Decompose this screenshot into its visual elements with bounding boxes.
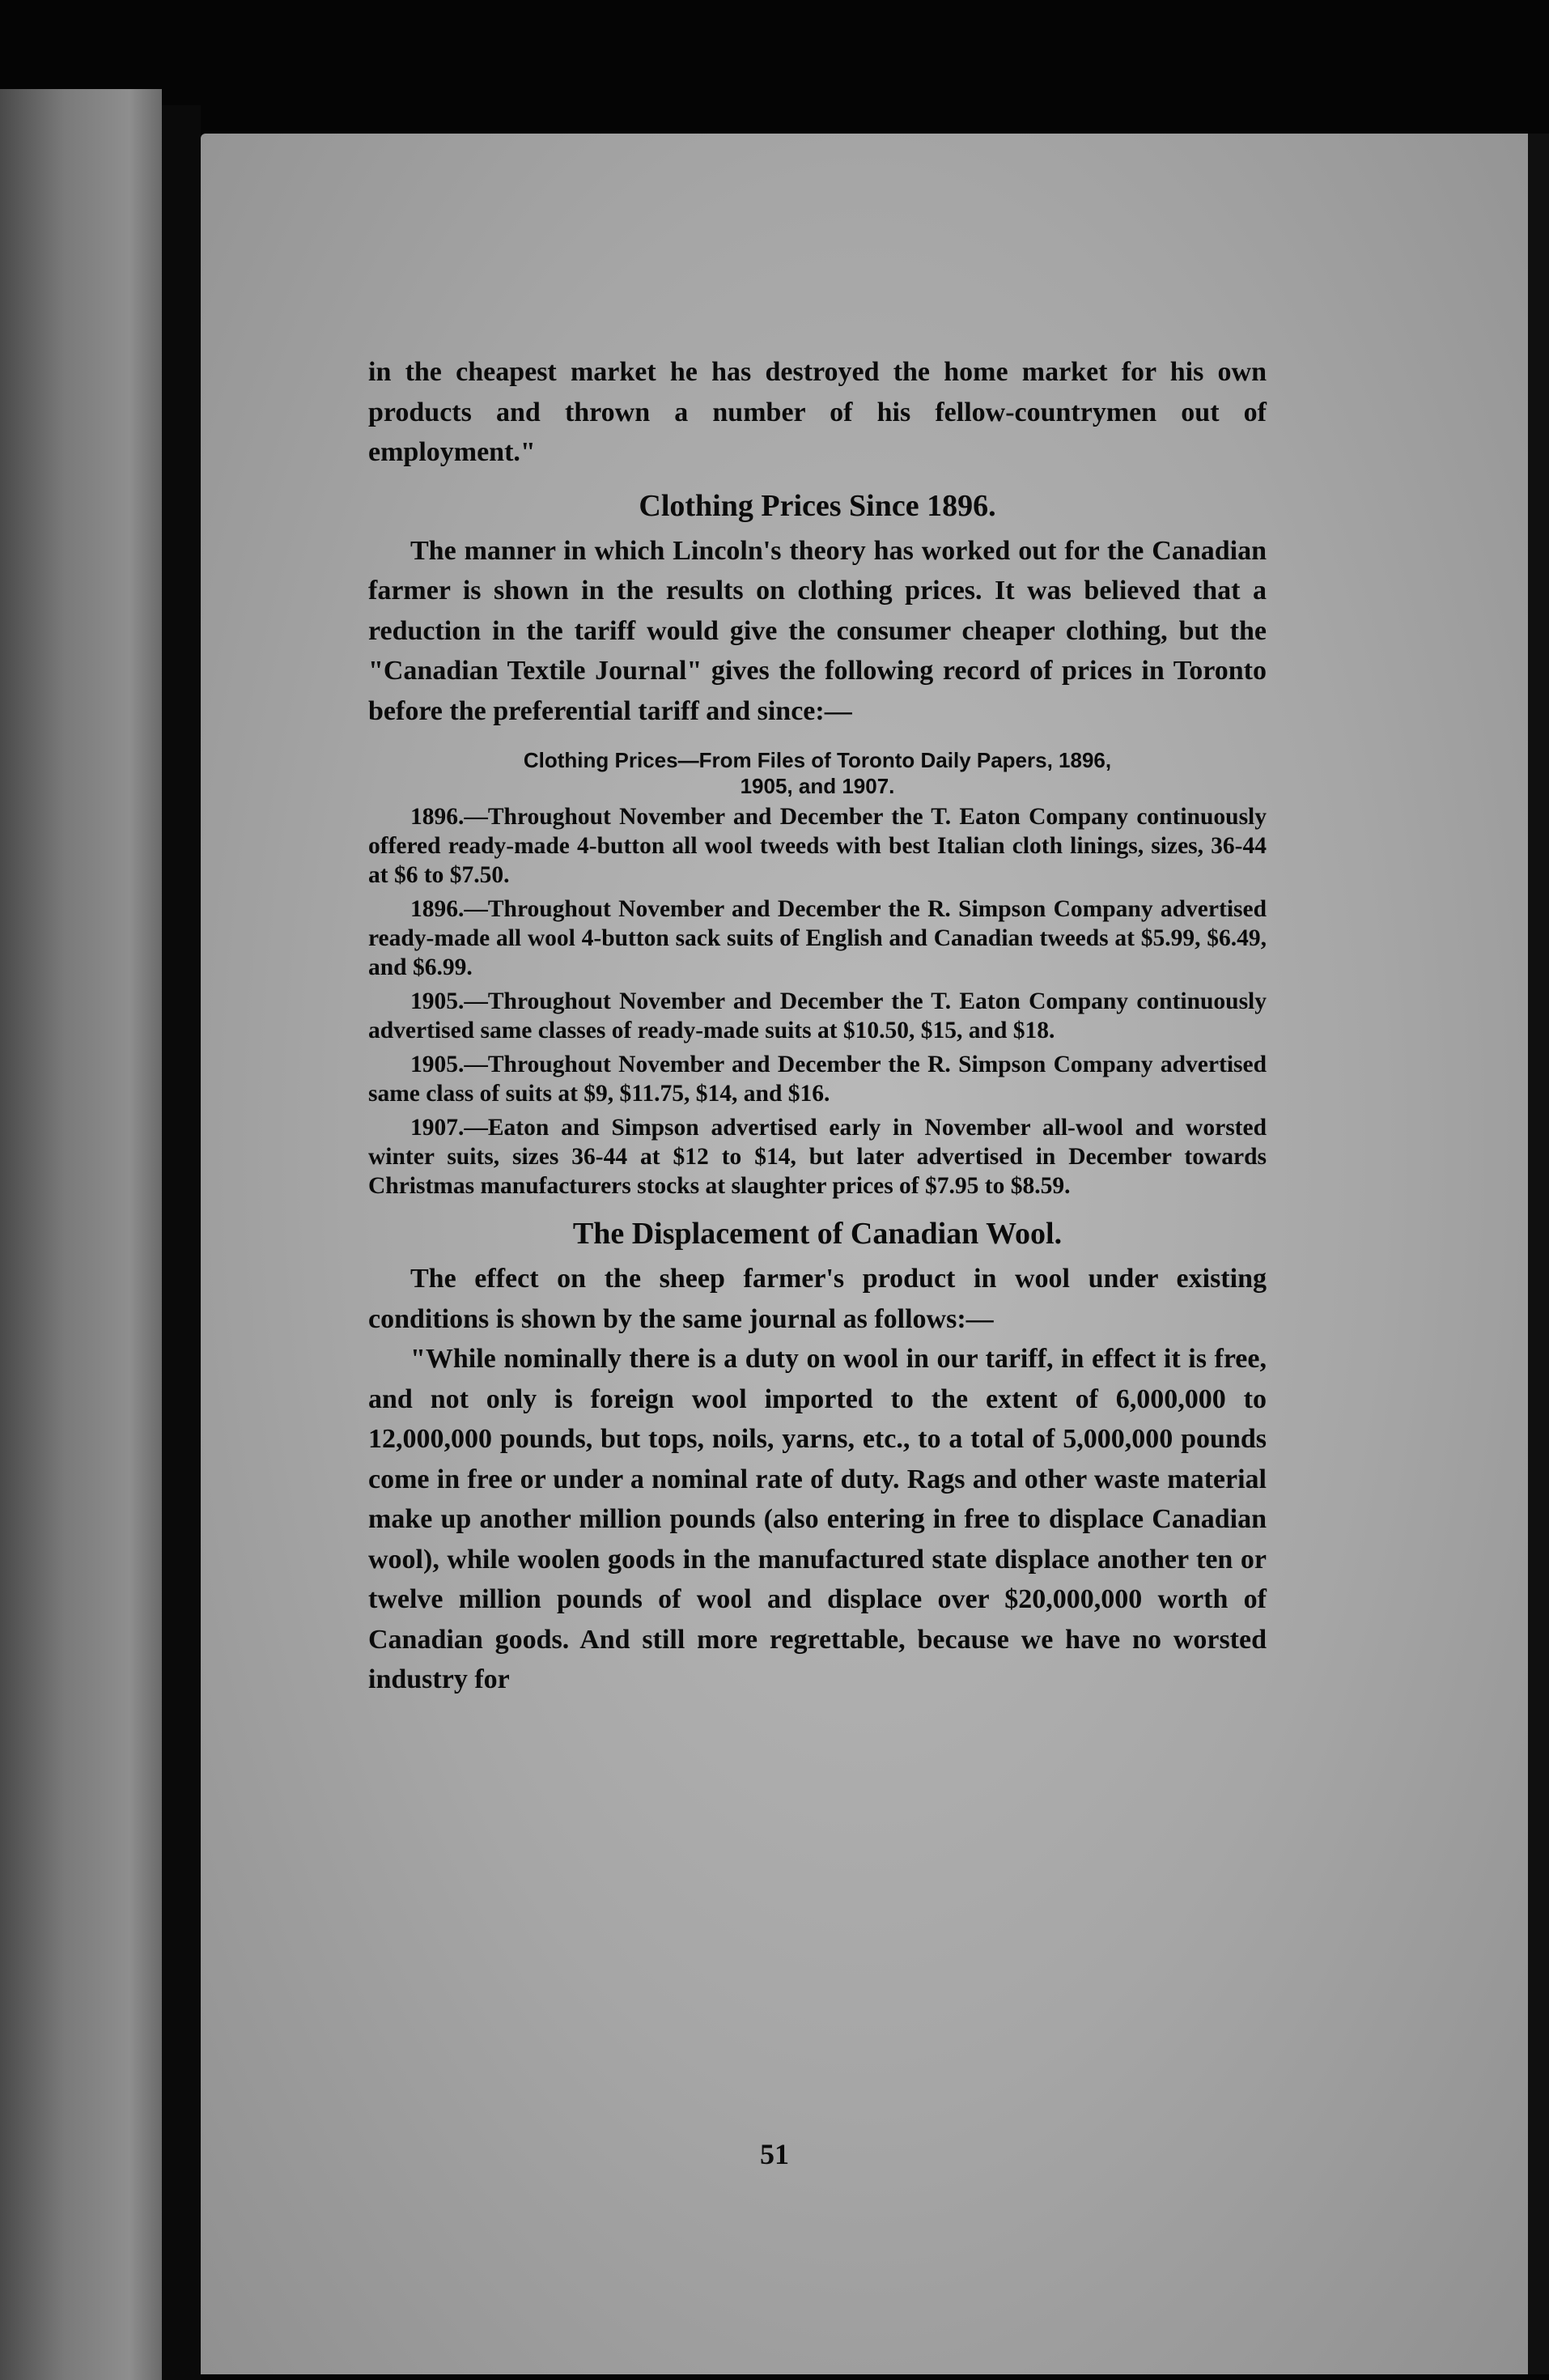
records-title-line2: 1905, and 1907. xyxy=(740,774,895,798)
quoted-paragraph: "While nominally there is a duty on wool in our tariff, in effect it is free, and not only is foreign wool imported to the extent of 6,000,000 to 12,000,000 pounds, but tops, noils, yarns, etc., to a total of 5,000,000 pounds come in free or under a nominal rate of duty. Rags and other waste material make up another million pounds (also entering in free to displace Canadian wool), while woolen goods in the manufactured state displace another ten or twelve million pounds of wool and displace over $20,000,000 worth of Canadian goods. And still more regrettable, because we have no worsted industry for xyxy=(368,1344,1267,1694)
book-binding xyxy=(162,105,201,2380)
price-record: 1905.—Throughout November and December the T. Eaton Company continuously advertised same classes of ready-made suits at $10.50, $15, and $18. xyxy=(368,988,1267,1043)
intro-paragraph: The manner in which Lincoln's theory has worked out for the Canadian farmer is shown in the results on clothing prices. It was believed that a reduction in the tariff would give the consumer cheaper clothing, but the "Canadian Textile Journal" gives the following record of prices in Toronto before the preferential tariff and since:— xyxy=(368,535,1267,726)
price-record: 1896.—Throughout November and December the T. Eaton Company continuously offered ready-made 4-button all wool tweeds with best Italian cloth linings, sizes, 36-44 at $6 to $7.50. xyxy=(368,804,1267,888)
price-records xyxy=(368,802,1267,1201)
left-page-edge xyxy=(0,89,162,2380)
wool-intro-paragraph: The effect on the sheep farmer's product in wool under existing conditions is shown by the same journal as follows:— xyxy=(368,1264,1267,1334)
continued-paragraph: in the cheapest market he has destroyed the home market for his own products and thrown a number of his fellow-countrymen out of employment." xyxy=(368,357,1267,467)
price-record: 1896.—Throughout November and December the R. Simpson Company advertised ready-made all wool 4-button sack suits of English and Canadian tweeds at $5.99, $6.49, and $6.99. xyxy=(368,896,1267,980)
heading-displacement-wool: The Displacement of Canadian Wool. xyxy=(572,1217,1063,1251)
page-text xyxy=(368,352,1267,1700)
records-title-line1: Clothing Prices—From Files of Toronto Daily Papers, 1896, xyxy=(523,748,1112,772)
records-title xyxy=(368,747,1267,799)
page-number: 51 xyxy=(760,2138,789,2170)
heading-clothing-prices: Clothing Prices Since 1896. xyxy=(639,488,996,523)
price-record: 1905.—Throughout November and December the R. Simpson Company advertised same class of suits at $9, $11.75, $14, and $16. xyxy=(368,1052,1267,1107)
price-record: 1907.—Eaton and Simpson advertised early in November all-wool and worsted winter suits, sizes 36-44 at $12 to $14, but later advertised in December towards Christmas manufacturers stocks at slaughter prices of $7.95 to $8.59. xyxy=(368,1115,1267,1199)
right-page-edge xyxy=(1528,134,1549,2374)
